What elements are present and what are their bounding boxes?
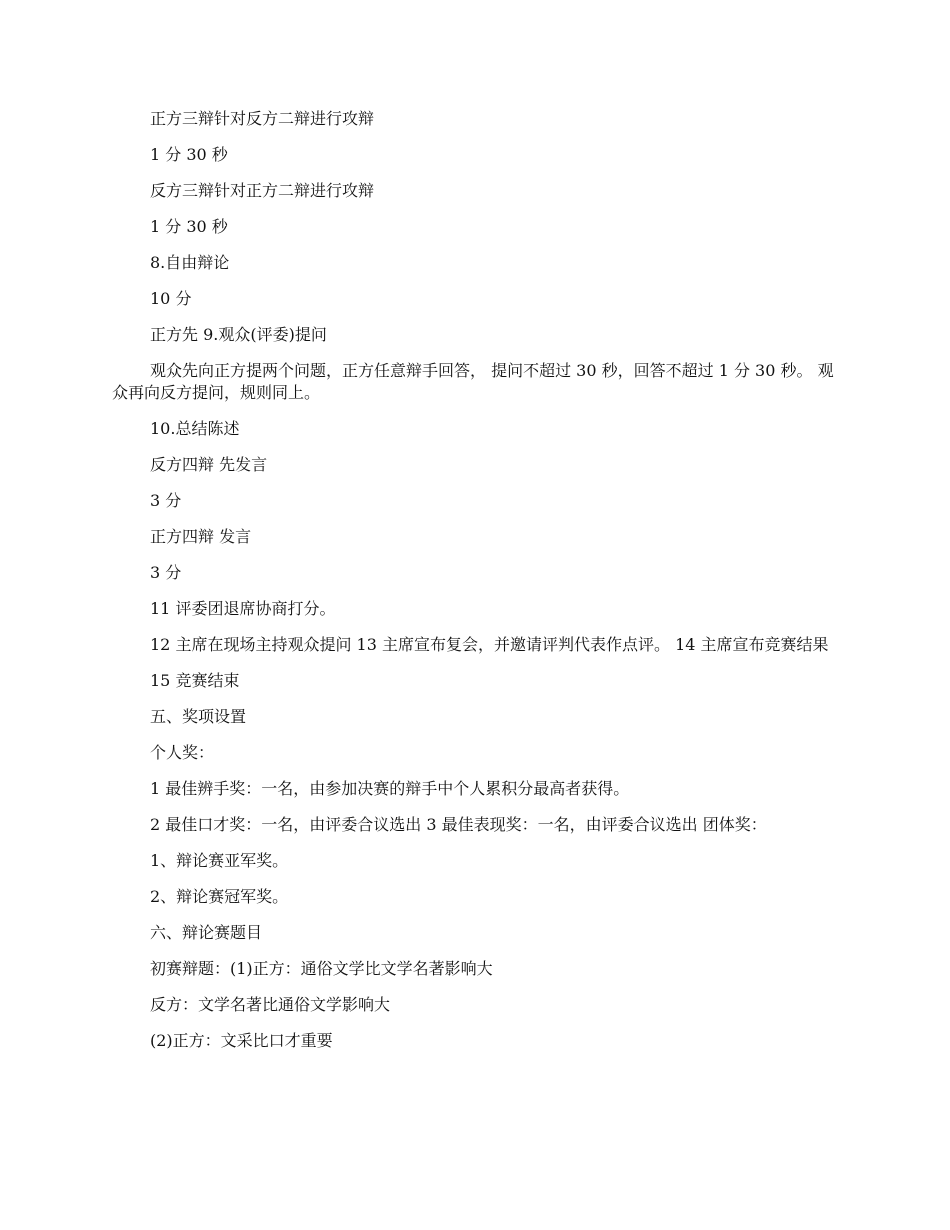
paragraph: 正方四辩 发言 [150,527,252,546]
section-heading: 8.自由辩论 [150,253,230,272]
paragraph: 1 最佳辨手奖：一名，由参加决赛的辩手中个人累积分最高者获得。 [150,779,630,798]
paragraph: 11 评委团退席协商打分。 [150,599,336,618]
section-heading: 六、辩论赛题目 [150,923,263,942]
paragraph: 反方三辩针对正方二辩进行攻辩 [150,181,375,200]
paragraph: 10 分 [150,289,192,308]
paragraph: 个人奖： [150,743,215,762]
paragraph: 2、辩论赛冠军奖。 [150,887,289,906]
paragraph: 正方先 9.观众(评委)提问 [150,325,327,344]
paragraph: 观众先向正方提两个问题，正方任意辩手回答， 提问不超过 30 秒，回答不超过 1 分 30 秒。 观众再向反方提问，规则同上。 [112,361,834,402]
paragraph: 15 竞赛结束 [150,671,240,690]
paragraph: 3 分 [150,491,182,510]
section-heading: 五、奖项设置 [150,707,247,726]
paragraph: 2 最佳口才奖：一名，由评委合议选出 3 最佳表现奖：一名，由评委合议选出 团体奖： [150,815,767,834]
paragraph: 初赛辩题：(1)正方：通俗文学比文学名著影响大 [150,959,493,978]
paragraph: 1 分 30 秒 [150,217,228,236]
paragraph: 12 主席在现场主持观众提问 13 主席宣布复会，并邀请评判代表作点评。 14 主席宣布竞赛结果 [150,635,829,654]
paragraph: 反方：文学名著比通俗文学影响大 [150,995,391,1014]
section-heading: 10.总结陈述 [150,419,240,438]
paragraph: 3 分 [150,563,182,582]
document-page [112,108,834,1066]
paragraph: 正方三辩针对反方二辩进行攻辩 [150,109,375,128]
paragraph: 反方四辩 先发言 [150,455,268,474]
paragraph: (2)正方：文采比口才重要 [150,1031,333,1050]
paragraph: 1、辩论赛亚军奖。 [150,851,289,870]
paragraph: 1 分 30 秒 [150,145,228,164]
